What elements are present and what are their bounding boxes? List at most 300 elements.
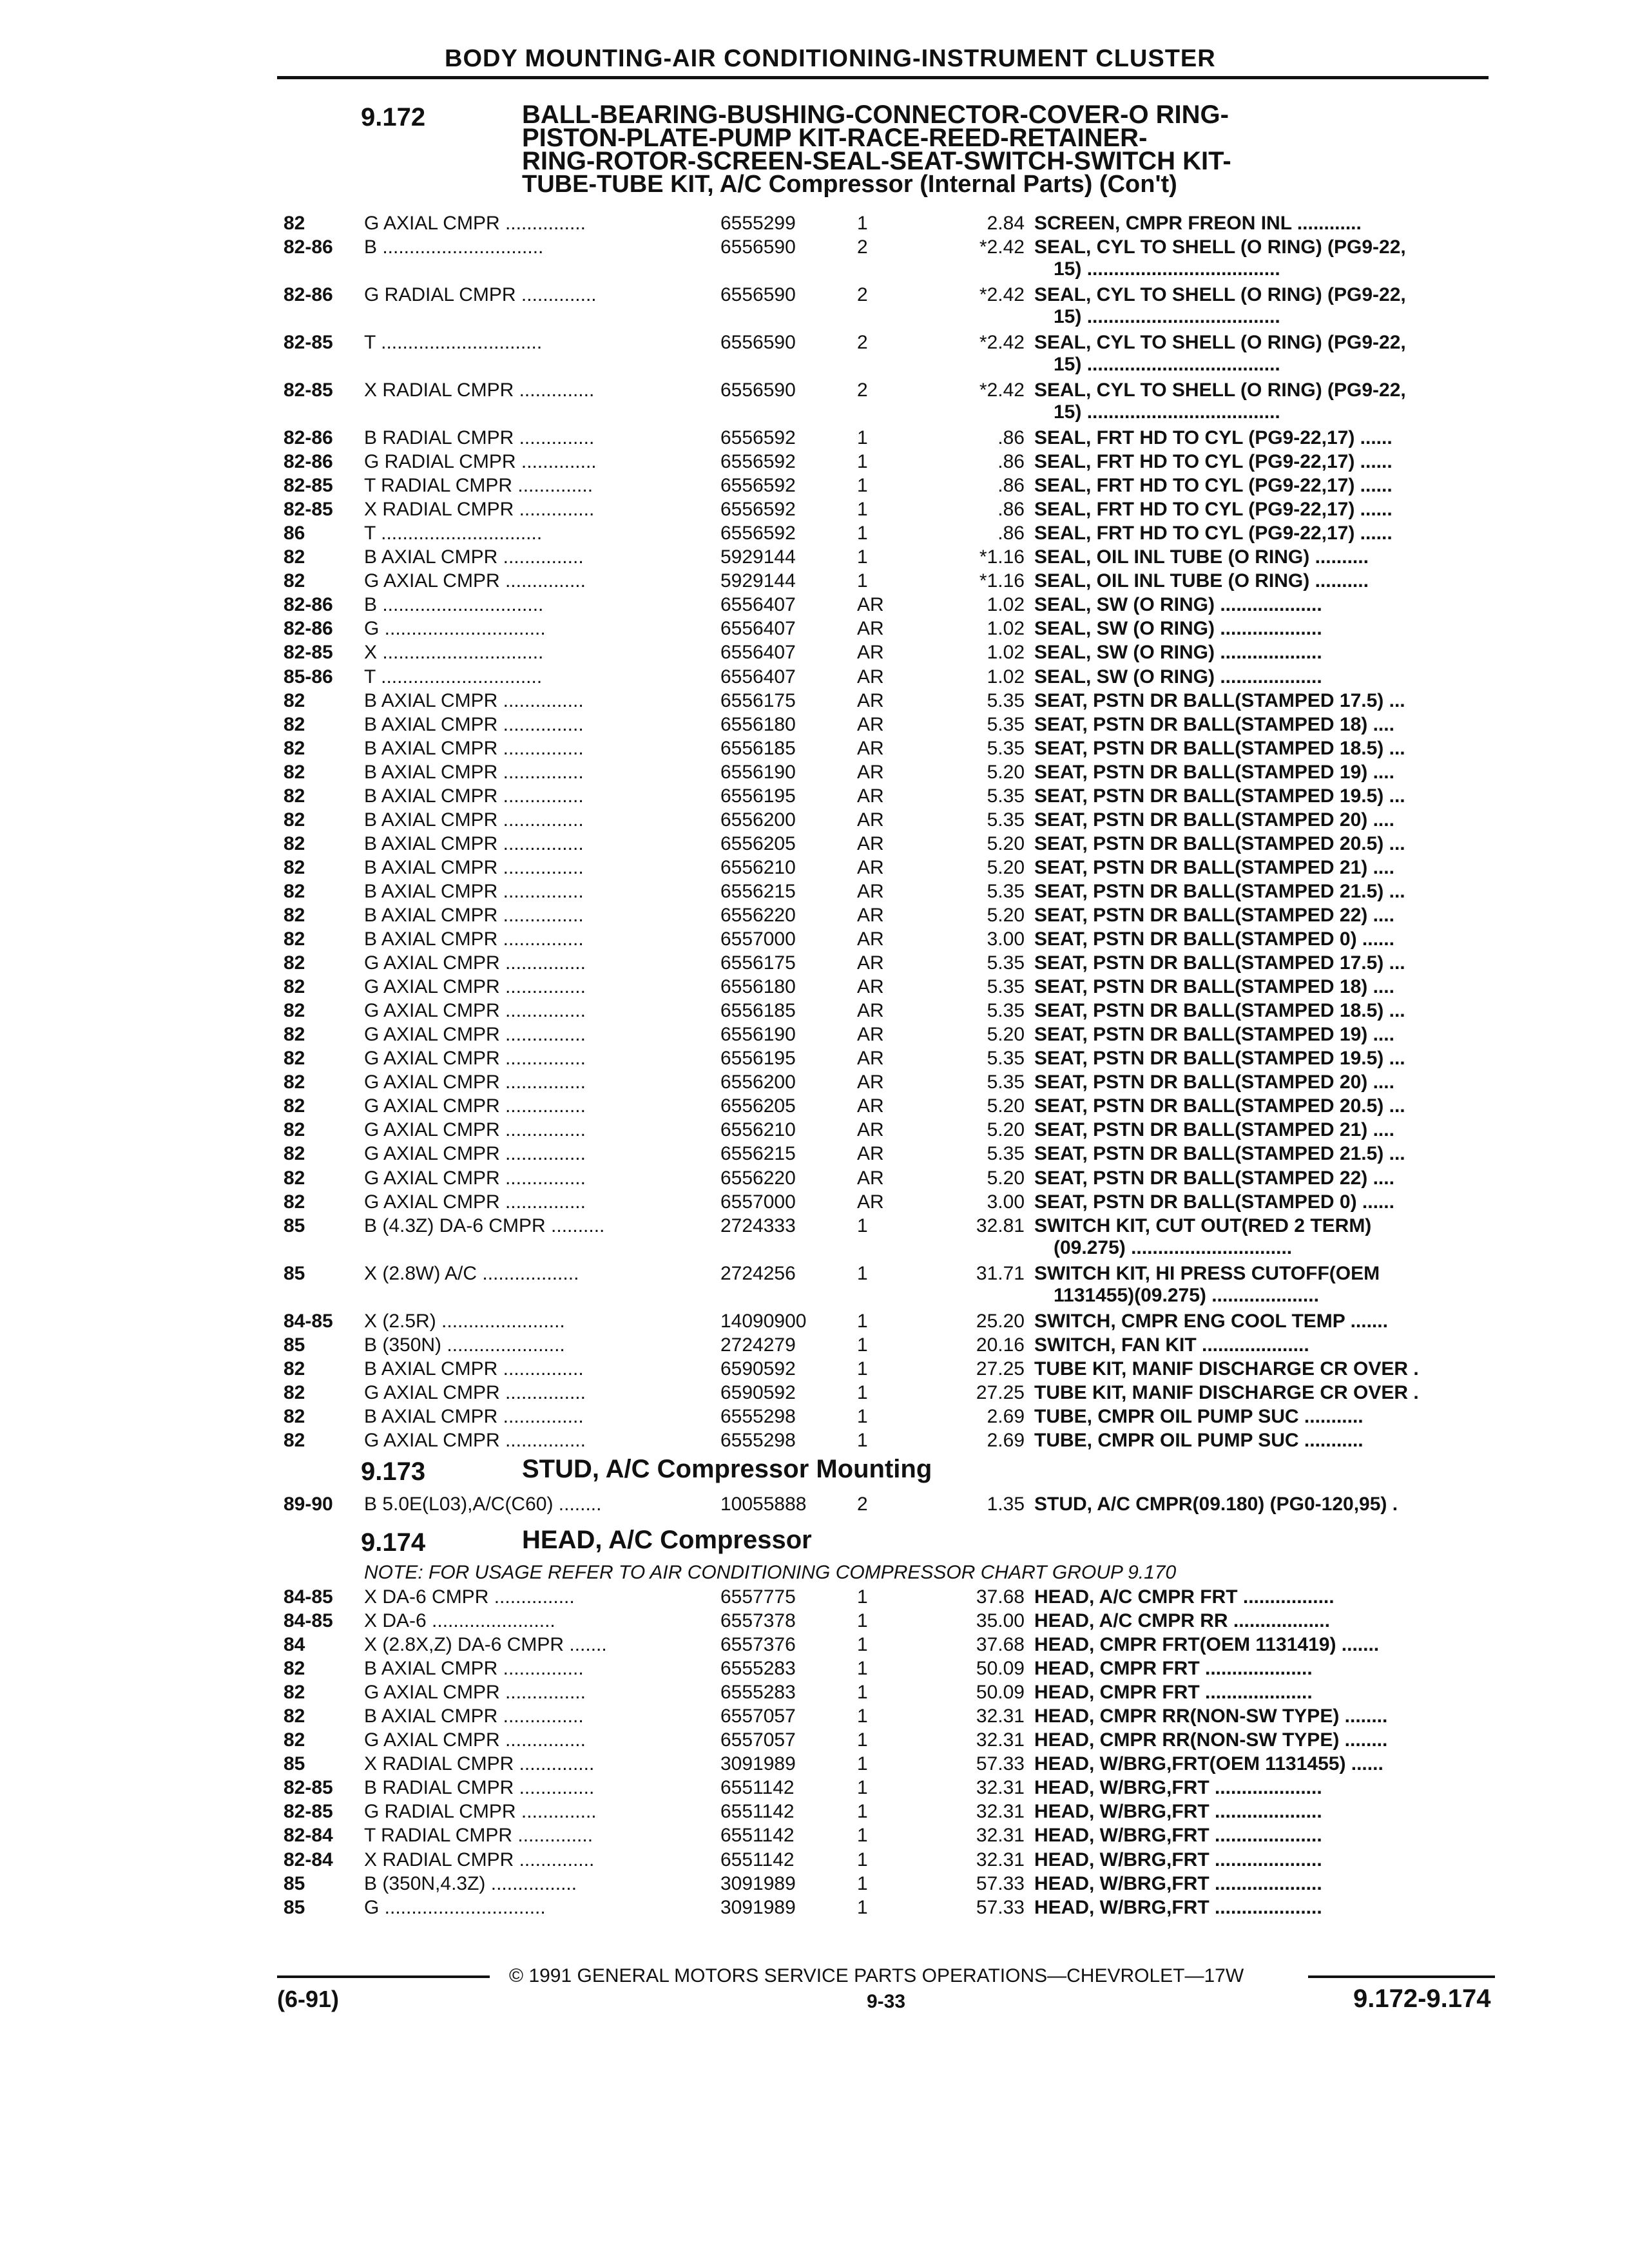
model-description: B AXIAL CMPR ............... bbox=[364, 546, 584, 568]
model-year: 82 bbox=[284, 1072, 305, 1093]
quantity: AR bbox=[857, 761, 884, 783]
table-row bbox=[284, 499, 1495, 523]
part-number: 6556590 bbox=[720, 332, 796, 354]
model-description: G RADIAL CMPR .............. bbox=[364, 451, 597, 473]
model-description: G AXIAL CMPR ............... bbox=[364, 213, 586, 234]
part-number: 6556185 bbox=[720, 737, 796, 759]
table-row bbox=[284, 546, 1495, 570]
table-row bbox=[284, 1358, 1495, 1382]
quantity: 1 bbox=[857, 1729, 868, 1751]
footer-date: (6-91) bbox=[277, 1986, 340, 2012]
model-description: X (2.5R) ....................... bbox=[364, 1310, 565, 1332]
part-description: SEAL, FRT HD TO CYL (PG9-22,17) ...... bbox=[1034, 499, 1393, 521]
part-description: SEAL, FRT HD TO CYL (PG9-22,17) ...... bbox=[1034, 475, 1393, 497]
quantity: 1 bbox=[857, 1706, 868, 1727]
table-row bbox=[284, 881, 1495, 905]
table-row bbox=[284, 1072, 1495, 1095]
table-row bbox=[284, 570, 1495, 594]
part-number: 6556592 bbox=[720, 523, 796, 544]
quantity: AR bbox=[857, 785, 884, 807]
model-description: B AXIAL CMPR ............... bbox=[364, 785, 584, 807]
model-year: 82 bbox=[284, 832, 305, 854]
model-description: G AXIAL CMPR ............... bbox=[364, 1167, 586, 1189]
model-description: G AXIAL CMPR ............... bbox=[364, 1729, 586, 1751]
part-description: SEAT, PSTN DR BALL(STAMPED 19.5) ... bbox=[1034, 1048, 1405, 1070]
model-year: 82-86 bbox=[284, 284, 333, 306]
part-description: SEAT, PSTN DR BALL(STAMPED 21) .... bbox=[1034, 856, 1394, 878]
quantity: 1 bbox=[857, 523, 868, 544]
part-number: 6556190 bbox=[720, 1024, 796, 1046]
model-year: 84-85 bbox=[284, 1610, 333, 1632]
part-description: SEAT, PSTN DR BALL(STAMPED 21) .... bbox=[1034, 1119, 1394, 1141]
price: 5.35 bbox=[987, 952, 1025, 974]
price: 32.31 bbox=[976, 1825, 1025, 1847]
header-rule bbox=[277, 76, 1489, 79]
part-description: SEAT, PSTN DR BALL(STAMPED 17.5) ... bbox=[1034, 689, 1405, 711]
model-year: 82-86 bbox=[284, 618, 333, 640]
quantity: AR bbox=[857, 666, 884, 687]
table-row bbox=[284, 1897, 1495, 1921]
part-number: 6556407 bbox=[720, 642, 796, 664]
part-description: SEAT, PSTN DR BALL(STAMPED 0) ...... bbox=[1034, 1191, 1394, 1213]
part-description: SEAL, SW (O RING) ................... bbox=[1034, 642, 1322, 664]
part-description: SEAT, PSTN DR BALL(STAMPED 18) .... bbox=[1034, 713, 1394, 735]
model-year: 82 bbox=[284, 928, 305, 950]
model-description: T .............................. bbox=[364, 666, 543, 687]
part-number: 6556195 bbox=[720, 785, 796, 807]
quantity: AR bbox=[857, 1048, 884, 1070]
model-year: 84-85 bbox=[284, 1586, 333, 1608]
table-row bbox=[284, 642, 1495, 666]
price: 20.16 bbox=[976, 1334, 1025, 1356]
part-description: SWITCH, FAN KIT .................... bbox=[1034, 1334, 1309, 1356]
table-row bbox=[284, 1119, 1495, 1143]
model-year: 82-84 bbox=[284, 1825, 333, 1847]
model-description: X DA-6 ....................... bbox=[364, 1610, 555, 1632]
quantity: 1 bbox=[857, 1825, 868, 1847]
price: *2.42 bbox=[979, 380, 1025, 401]
model-description: G RADIAL CMPR .............. bbox=[364, 284, 597, 306]
part-description: HEAD, CMPR FRT .................... bbox=[1034, 1658, 1313, 1680]
price: 5.20 bbox=[987, 1167, 1025, 1189]
price: 5.35 bbox=[987, 1048, 1025, 1070]
quantity: AR bbox=[857, 1072, 884, 1093]
table-row bbox=[284, 1586, 1495, 1610]
quantity: 1 bbox=[857, 213, 868, 234]
price: 32.31 bbox=[976, 1801, 1025, 1823]
model-year: 82 bbox=[284, 761, 305, 783]
table-row bbox=[284, 451, 1495, 475]
table-row bbox=[284, 1634, 1495, 1658]
part-description: SEAT, PSTN DR BALL(STAMPED 22) .... bbox=[1034, 1167, 1394, 1189]
price: 5.35 bbox=[987, 976, 1025, 998]
model-year: 82-85 bbox=[284, 475, 333, 497]
table-row bbox=[284, 1143, 1495, 1167]
table-row bbox=[284, 1801, 1495, 1825]
table-row bbox=[284, 1729, 1495, 1753]
model-year: 85 bbox=[284, 1215, 305, 1236]
part-number: 6556220 bbox=[720, 1167, 796, 1189]
part-description: HEAD, W/BRG,FRT .................... bbox=[1034, 1825, 1322, 1847]
quantity: 1 bbox=[857, 1429, 868, 1451]
model-description: T .............................. bbox=[364, 332, 543, 354]
part-description: TUBE, CMPR OIL PUMP SUC ........... bbox=[1034, 1405, 1364, 1427]
part-number: 6551142 bbox=[720, 1801, 795, 1823]
part-number: 6556590 bbox=[720, 380, 796, 401]
quantity: 1 bbox=[857, 1381, 868, 1403]
section-title-line: TUBE-TUBE KIT, A/C Compressor (Internal Parts) (Con't) bbox=[522, 171, 1177, 198]
quantity: 1 bbox=[857, 1334, 868, 1356]
part-number: 6556215 bbox=[720, 880, 796, 902]
model-description: B .............................. bbox=[364, 236, 544, 258]
table-row bbox=[284, 332, 1495, 380]
part-number: 6556205 bbox=[720, 832, 796, 854]
part-description: SEAL, SW (O RING) ................... bbox=[1034, 594, 1322, 616]
model-description: G AXIAL CMPR ............... bbox=[364, 1072, 586, 1093]
table-row bbox=[284, 738, 1495, 762]
table-row bbox=[284, 284, 1495, 332]
model-description: T RADIAL CMPR .............. bbox=[364, 1825, 593, 1847]
price: 5.20 bbox=[987, 1119, 1025, 1141]
price: 37.68 bbox=[976, 1586, 1025, 1608]
price: 5.35 bbox=[987, 1143, 1025, 1165]
price: *1.16 bbox=[979, 546, 1025, 568]
quantity: AR bbox=[857, 904, 884, 926]
part-description: SEAT, PSTN DR BALL(STAMPED 21.5) ... bbox=[1034, 880, 1405, 902]
part-number: 3091989 bbox=[720, 1896, 796, 1918]
price: 1.02 bbox=[987, 666, 1025, 687]
table-row bbox=[284, 1095, 1495, 1119]
part-description: SEAT, PSTN DR BALL(STAMPED 21.5) ... bbox=[1034, 1143, 1405, 1165]
part-number: 6556407 bbox=[720, 618, 796, 640]
model-year: 82 bbox=[284, 952, 305, 974]
table-row bbox=[284, 618, 1495, 642]
price: 50.09 bbox=[976, 1682, 1025, 1704]
part-number: 2724333 bbox=[720, 1215, 796, 1236]
part-description: HEAD, CMPR FRT .................... bbox=[1034, 1682, 1313, 1704]
model-description: B (350N,4.3Z) ................ bbox=[364, 1872, 577, 1894]
part-description: SEAT, PSTN DR BALL(STAMPED 19) .... bbox=[1034, 1024, 1394, 1046]
part-description: HEAD, A/C CMPR RR .................. bbox=[1034, 1610, 1330, 1632]
quantity: AR bbox=[857, 928, 884, 950]
section-9173-number: 9.173 bbox=[361, 1457, 426, 1486]
table-row bbox=[284, 1825, 1495, 1849]
model-year: 82 bbox=[284, 213, 305, 234]
model-year: 82-84 bbox=[284, 1849, 333, 1870]
part-number: 6556210 bbox=[720, 856, 796, 878]
part-description-continued: 15) .................................... bbox=[1054, 354, 1280, 376]
quantity: AR bbox=[857, 618, 884, 640]
quantity: 1 bbox=[857, 1753, 868, 1775]
part-number: 6557000 bbox=[720, 1191, 796, 1213]
part-number: 3091989 bbox=[720, 1753, 796, 1775]
table-row bbox=[284, 1682, 1495, 1706]
part-number: 6556185 bbox=[720, 1000, 796, 1022]
price: 32.31 bbox=[976, 1706, 1025, 1727]
table-row bbox=[284, 1048, 1495, 1072]
part-number: 6555298 bbox=[720, 1405, 796, 1427]
model-year: 82 bbox=[284, 1706, 305, 1727]
part-number: 6556590 bbox=[720, 284, 796, 306]
part-number: 6557000 bbox=[720, 928, 796, 950]
table-row bbox=[284, 714, 1495, 738]
price: 5.20 bbox=[987, 761, 1025, 783]
model-description: G AXIAL CMPR ............... bbox=[364, 952, 586, 974]
part-description: HEAD, W/BRG,FRT .................... bbox=[1034, 1801, 1322, 1823]
quantity: 1 bbox=[857, 570, 868, 592]
part-number: 6590592 bbox=[720, 1358, 796, 1379]
price: 32.31 bbox=[976, 1729, 1025, 1751]
table-row bbox=[284, 1000, 1495, 1024]
part-number: 6555299 bbox=[720, 213, 796, 234]
model-description: G AXIAL CMPR ............... bbox=[364, 1429, 586, 1451]
model-year: 82 bbox=[284, 1191, 305, 1213]
quantity: AR bbox=[857, 976, 884, 998]
model-description: G AXIAL CMPR ............... bbox=[364, 1143, 586, 1165]
price: .86 bbox=[998, 523, 1025, 544]
table-row bbox=[284, 213, 1495, 236]
price: 5.20 bbox=[987, 1024, 1025, 1046]
model-year: 82 bbox=[284, 1429, 305, 1451]
table-row bbox=[284, 427, 1495, 451]
quantity: 1 bbox=[857, 1358, 868, 1379]
quantity: AR bbox=[857, 642, 884, 664]
quantity: 2 bbox=[857, 380, 868, 401]
model-description: G AXIAL CMPR ............... bbox=[364, 1000, 586, 1022]
table-row bbox=[284, 1263, 1495, 1311]
model-description: X (2.8W) A/C .................. bbox=[364, 1262, 579, 1284]
part-number: 5929144 bbox=[720, 570, 796, 592]
model-description: G .............................. bbox=[364, 618, 546, 640]
footer-page-number: 9-33 bbox=[867, 1991, 906, 2012]
model-description: G AXIAL CMPR ............... bbox=[364, 1119, 586, 1141]
footer-rule-left bbox=[277, 1975, 490, 1978]
table-row bbox=[284, 1494, 1495, 1517]
part-description: SEAT, PSTN DR BALL(STAMPED 20) .... bbox=[1034, 809, 1394, 831]
quantity: 1 bbox=[857, 1310, 868, 1332]
model-description: B AXIAL CMPR ............... bbox=[364, 928, 584, 950]
price: .86 bbox=[998, 451, 1025, 473]
footer-rule-right bbox=[1308, 1975, 1495, 1978]
model-year: 84-85 bbox=[284, 1310, 333, 1332]
price: 27.25 bbox=[976, 1381, 1025, 1403]
model-description: B AXIAL CMPR ............... bbox=[364, 761, 584, 783]
part-description: SWITCH KIT, HI PRESS CUTOFF(OEM bbox=[1034, 1262, 1380, 1284]
part-number: 6556200 bbox=[720, 1072, 796, 1093]
part-description-continued: 1131455)(09.275) .................... bbox=[1054, 1284, 1319, 1306]
section-9172-title bbox=[522, 103, 1231, 196]
price: *1.16 bbox=[979, 570, 1025, 592]
price: 57.33 bbox=[976, 1753, 1025, 1775]
price: .86 bbox=[998, 499, 1025, 521]
quantity: 1 bbox=[857, 1262, 868, 1284]
model-year: 85 bbox=[284, 1753, 305, 1775]
model-year: 82 bbox=[284, 809, 305, 831]
usage-note: NOTE: FOR USAGE REFER TO AIR CONDITIONING COMPRESSOR CHART GROUP 9.170 bbox=[364, 1562, 1177, 1583]
footer-section-range: 9.172-9.174 bbox=[1353, 1984, 1491, 2013]
model-year: 82 bbox=[284, 785, 305, 807]
quantity: 1 bbox=[857, 427, 868, 449]
part-number: 10055888 bbox=[720, 1494, 807, 1515]
part-description: SEAT, PSTN DR BALL(STAMPED 0) ...... bbox=[1034, 928, 1394, 950]
quantity: AR bbox=[857, 952, 884, 974]
part-number: 6556210 bbox=[720, 1119, 796, 1141]
part-description: SEAL, SW (O RING) ................... bbox=[1034, 666, 1322, 687]
part-number: 6556180 bbox=[720, 976, 796, 998]
model-year: 82 bbox=[284, 546, 305, 568]
quantity: 2 bbox=[857, 284, 868, 306]
section-9172-number: 9.172 bbox=[361, 103, 426, 131]
price: 5.35 bbox=[987, 689, 1025, 711]
part-number: 6556592 bbox=[720, 427, 796, 449]
quantity: 1 bbox=[857, 475, 868, 497]
price: 5.35 bbox=[987, 1000, 1025, 1022]
model-description: X .............................. bbox=[364, 642, 544, 664]
part-number: 5929144 bbox=[720, 546, 796, 568]
price: .86 bbox=[998, 475, 1025, 497]
model-year: 82-85 bbox=[284, 1777, 333, 1799]
section-9174-number: 9.174 bbox=[361, 1528, 426, 1557]
model-description: B AXIAL CMPR ............... bbox=[364, 689, 584, 711]
section-title-line: RING-ROTOR-SCREEN-SEAL-SEAT-SWITCH-SWITCH KIT- bbox=[522, 147, 1231, 175]
model-year: 85-86 bbox=[284, 666, 333, 687]
part-description: SEAL, CYL TO SHELL (O RING) (PG9-22, bbox=[1034, 284, 1406, 306]
price: 3.00 bbox=[987, 1191, 1025, 1213]
model-year: 82-86 bbox=[284, 451, 333, 473]
model-description: G AXIAL CMPR ............... bbox=[364, 976, 586, 998]
page-header-title: BODY MOUNTING-AIR CONDITIONING-INSTRUMENT CLUSTER bbox=[445, 45, 1216, 72]
model-description: B AXIAL CMPR ............... bbox=[364, 880, 584, 902]
table-row bbox=[284, 1334, 1495, 1358]
price: 50.09 bbox=[976, 1658, 1025, 1680]
quantity: AR bbox=[857, 713, 884, 735]
table-row bbox=[284, 1168, 1495, 1191]
part-description: SCREEN, CMPR FREON INL ............ bbox=[1034, 213, 1362, 234]
table-row bbox=[284, 1430, 1495, 1454]
model-description: G RADIAL CMPR .............. bbox=[364, 1801, 597, 1823]
model-year: 82 bbox=[284, 689, 305, 711]
part-description: HEAD, W/BRG,FRT .................... bbox=[1034, 1777, 1322, 1799]
model-year: 82 bbox=[284, 737, 305, 759]
price: 1.35 bbox=[987, 1494, 1025, 1515]
model-description: G AXIAL CMPR ............... bbox=[364, 1682, 586, 1704]
quantity: AR bbox=[857, 1191, 884, 1213]
quantity: AR bbox=[857, 594, 884, 616]
model-year: 82 bbox=[284, 1167, 305, 1189]
model-description: B RADIAL CMPR .............. bbox=[364, 1777, 595, 1799]
quantity: AR bbox=[857, 832, 884, 854]
quantity: AR bbox=[857, 809, 884, 831]
parts-table-9172 bbox=[284, 213, 1495, 1454]
quantity: 1 bbox=[857, 1801, 868, 1823]
part-description-continued: (09.275) .............................. bbox=[1054, 1236, 1293, 1258]
part-number: 6556590 bbox=[720, 236, 796, 258]
model-year: 82 bbox=[284, 976, 305, 998]
part-description: HEAD, W/BRG,FRT .................... bbox=[1034, 1849, 1322, 1870]
part-description: SEAT, PSTN DR BALL(STAMPED 18.5) ... bbox=[1034, 1000, 1405, 1022]
model-description: B AXIAL CMPR ............... bbox=[364, 713, 584, 735]
model-year: 84 bbox=[284, 1634, 305, 1656]
part-number: 6555283 bbox=[720, 1682, 796, 1704]
table-row bbox=[284, 1753, 1495, 1777]
price: 2.84 bbox=[987, 213, 1025, 234]
model-description: X RADIAL CMPR .............. bbox=[364, 499, 595, 521]
part-number: 6556200 bbox=[720, 809, 796, 831]
model-description: G AXIAL CMPR ............... bbox=[364, 1191, 586, 1213]
model-description: G AXIAL CMPR ............... bbox=[364, 1095, 586, 1117]
quantity: 1 bbox=[857, 451, 868, 473]
model-year: 82-85 bbox=[284, 380, 333, 401]
model-year: 86 bbox=[284, 523, 305, 544]
part-number: 6556215 bbox=[720, 1143, 796, 1165]
price: 1.02 bbox=[987, 618, 1025, 640]
model-description: X RADIAL CMPR .............. bbox=[364, 380, 595, 401]
price: 31.71 bbox=[976, 1262, 1025, 1284]
part-description: SWITCH KIT, CUT OUT(RED 2 TERM) bbox=[1034, 1215, 1372, 1236]
quantity: AR bbox=[857, 1143, 884, 1165]
table-row bbox=[284, 1777, 1495, 1801]
model-description: B AXIAL CMPR ............... bbox=[364, 809, 584, 831]
table-row bbox=[284, 833, 1495, 857]
part-number: 6556180 bbox=[720, 713, 796, 735]
table-row bbox=[284, 976, 1495, 1000]
quantity: 1 bbox=[857, 1405, 868, 1427]
quantity: AR bbox=[857, 1119, 884, 1141]
table-row bbox=[284, 928, 1495, 952]
quantity: 1 bbox=[857, 1777, 868, 1799]
model-year: 82-86 bbox=[284, 236, 333, 258]
price: 2.69 bbox=[987, 1405, 1025, 1427]
part-description: HEAD, CMPR RR(NON-SW TYPE) ........ bbox=[1034, 1706, 1388, 1727]
part-number: 3091989 bbox=[720, 1872, 796, 1894]
model-description: B 5.0E(L03),A/C(C60) ........ bbox=[364, 1494, 602, 1515]
model-description: B AXIAL CMPR ............... bbox=[364, 1358, 584, 1379]
price: .86 bbox=[998, 427, 1025, 449]
part-description: HEAD, CMPR FRT(OEM 1131419) ....... bbox=[1034, 1634, 1380, 1656]
part-number: 6590592 bbox=[720, 1381, 796, 1403]
part-number: 14090900 bbox=[720, 1310, 807, 1332]
part-description: SWITCH, CMPR ENG COOL TEMP ....... bbox=[1034, 1310, 1388, 1332]
quantity: 1 bbox=[857, 1872, 868, 1894]
quantity: AR bbox=[857, 880, 884, 902]
model-year: 82 bbox=[284, 1405, 305, 1427]
model-year: 82 bbox=[284, 904, 305, 926]
part-description: SEAT, PSTN DR BALL(STAMPED 18.5) ... bbox=[1034, 737, 1405, 759]
footer-copyright: © 1991 GENERAL MOTORS SERVICE PARTS OPERATIONS—CHEVROLET—17W bbox=[509, 1965, 1244, 1986]
model-year: 82 bbox=[284, 880, 305, 902]
part-number: 6551142 bbox=[720, 1849, 795, 1870]
part-number: 6556175 bbox=[720, 689, 796, 711]
quantity: AR bbox=[857, 689, 884, 711]
part-description: TUBE KIT, MANIF DISCHARGE CR OVER . bbox=[1034, 1358, 1419, 1379]
part-description: SEAL, OIL INL TUBE (O RING) .......... bbox=[1034, 570, 1369, 592]
model-year: 82 bbox=[284, 1095, 305, 1117]
model-year: 85 bbox=[284, 1896, 305, 1918]
table-row bbox=[284, 762, 1495, 785]
quantity: 1 bbox=[857, 1658, 868, 1680]
model-description: B (4.3Z) DA-6 CMPR .......... bbox=[364, 1215, 605, 1236]
table-row bbox=[284, 1706, 1495, 1729]
part-description: SEAT, PSTN DR BALL(STAMPED 20) .... bbox=[1034, 1072, 1394, 1093]
part-number: 6557378 bbox=[720, 1610, 796, 1632]
part-description: HEAD, A/C CMPR FRT ................. bbox=[1034, 1586, 1335, 1608]
model-description: B AXIAL CMPR ............... bbox=[364, 904, 584, 926]
model-year: 82-86 bbox=[284, 594, 333, 616]
model-year: 85 bbox=[284, 1334, 305, 1356]
model-description: G AXIAL CMPR ............... bbox=[364, 1048, 586, 1070]
quantity: 2 bbox=[857, 332, 868, 354]
model-description: B .............................. bbox=[364, 594, 544, 616]
